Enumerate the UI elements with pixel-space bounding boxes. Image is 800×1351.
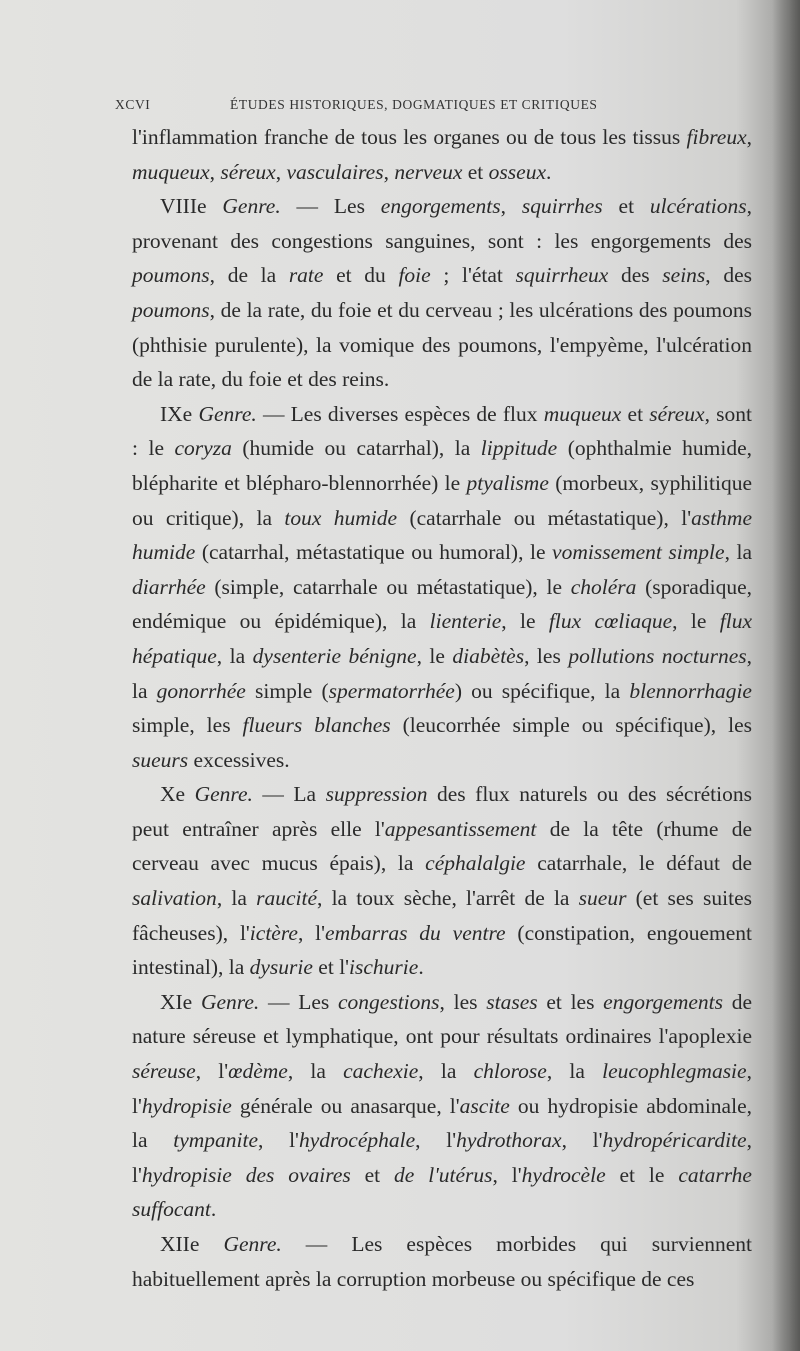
genre-label: Genre.: [223, 1232, 282, 1256]
genre-label: Genre.: [222, 194, 281, 219]
paragraph-genre-12: XIIe Genre. — Les espèces morbides qui surviennent habituellement après la corruption morbeuse ou spécifique de ces: [132, 1232, 753, 1291]
genre-number: XIe: [160, 989, 193, 1014]
running-title: ÉTUDES HISTORIQUES, DOGMATIQUES ET CRITIQUES: [230, 97, 598, 112]
page-number: XCVI: [115, 97, 151, 112]
genre-number: XIIe: [160, 1232, 200, 1256]
genre-number: VIIIe: [160, 194, 207, 219]
page-body: [132, 120, 752, 1296]
paragraph-continuation: l'inflammation franche de tous les organes ou de tous les tissus fibreux, muqueux, séreux, vasculaires, nerveux et osseux.: [132, 125, 752, 184]
paragraph-genre-10: Xe Genre. — La suppression des flux naturels ou des sécrétions peut entraîner après elle l'appesantissement de la tête (rhume de cerveau avec mucus épais), la céphalalgie catarrhale, le défaut de salivation, la raucité, la toux sèche, l'arrêt de la sueur (et ses suites fâcheuses), l'ictère, l'embarras du ventre (constipation, engouement intestinal), la dysurie et l'ischurie.: [132, 782, 752, 980]
paragraph-genre-9: IXe Genre. — Les diverses espèces de flux muqueux et séreux, sont : le coryza (humide ou catarrhal), la lippitude (ophthalmie humide, blépharite et blépharo-blennorrhée) le ptyalisme (morbeux, syphilitique ou critique), la toux humide (catarrhale ou métastatique), l'asthme humide (catarrhal, métastatique ou humoral), le vomissement simple, la diarrhée (simple, catarrhale ou métastatique), le choléra (sporadique, endémique ou épidémique), la lienterie, le flux cœliaque, le flux hépatique, la dysenterie bénigne, le diabètès, les pollutions nocturnes, la gonorrhée simple (spermatorrhée) ou spécifique, la blennorrhagie simple, les flueurs blanches (leucorrhée simple ou spécifique), les sueurs excessives.: [132, 401, 753, 772]
genre-label: Genre.: [194, 782, 253, 807]
genre-number: IXe: [160, 401, 193, 426]
genre-label: Genre.: [198, 401, 257, 426]
page-gutter-shadow: [772, 0, 800, 1351]
genre-number: Xe: [160, 782, 186, 807]
paragraph-genre-11: XIe Genre. — Les congestions, les stases et les engorgements de nature séreuse et lymphatique, ont pour résultats ordinaires l'apoplexie séreuse, l'œdème, la cachexie, la chlorose, la leucophlegmasie, l'hydropisie générale ou anasarque, l'ascite ou hydropisie abdominale, la tympanite, l'hydrocéphale, l'hydrothorax, l'hydropéricardite, l'hydropisie des ovaires et de l'utérus, l'hydrocèle et le catarrhe suffocant.: [132, 989, 753, 1222]
genre-label: Genre.: [200, 989, 260, 1014]
paragraph-genre-8: VIIIe Genre. — Les engorgements, squirrhes et ulcérations, provenant des congestions sanguines, sont : les engorgements des poumons, de la rate et du foie ; l'état squirrheux des seins, des poumons, de la rate, du foie et du cerveau ; les ulcérations des poumons (phthisie purulente), la vomique des poumons, l'empyème, l'ulcération de la rate, du foie et des reins.: [132, 194, 753, 392]
